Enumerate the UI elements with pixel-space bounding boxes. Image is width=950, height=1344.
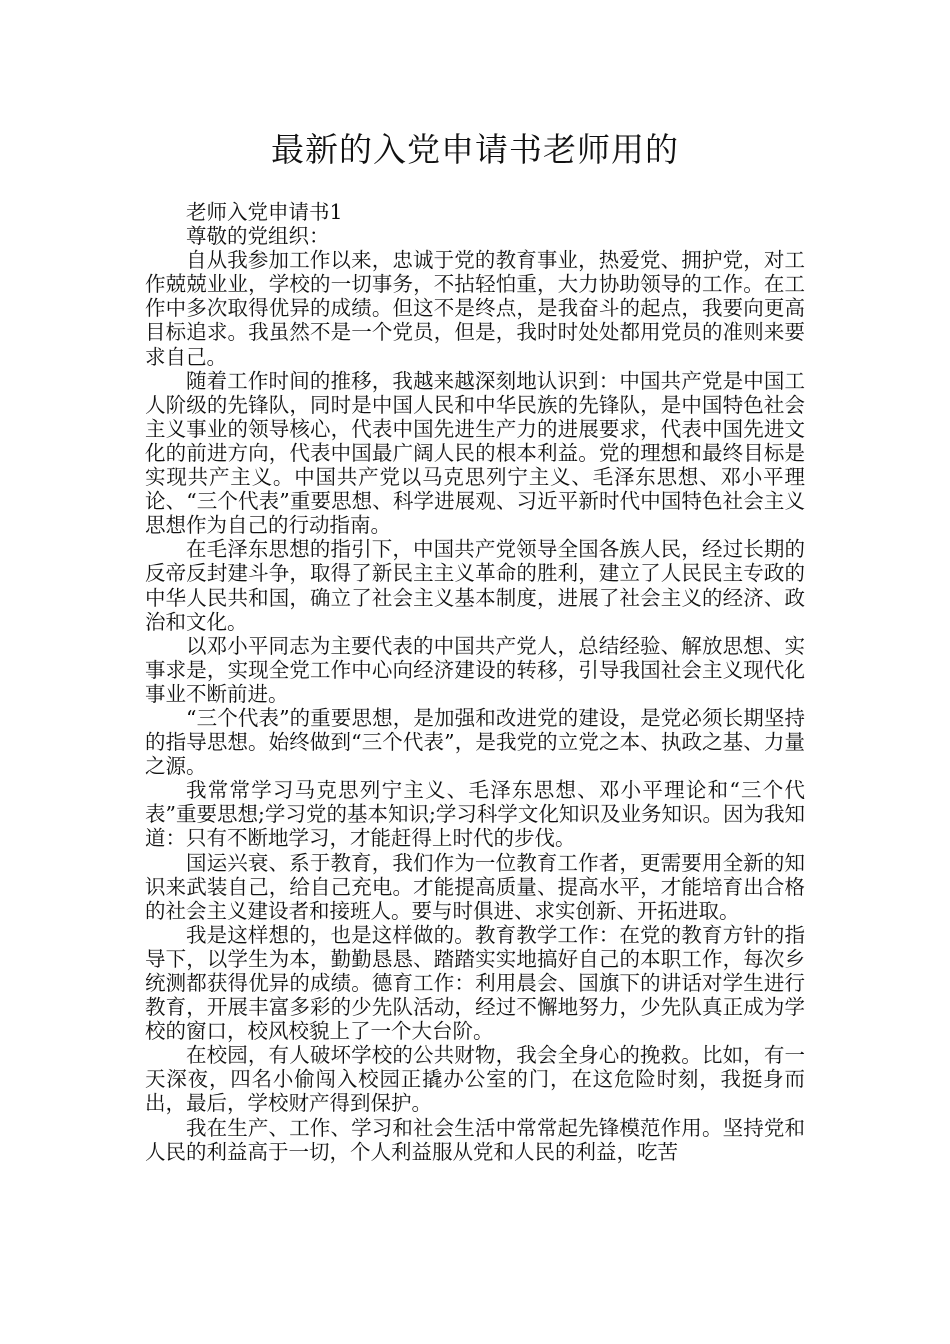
paragraph: 随着工作时间的推移，我越来越深刻地认识到：中国共产党是中国工人阶级的先锋队，同时是中国人民和中华民族的先锋队，是中国特色社会主义事业的领导核心，代表中国先进生产力的进展要求，代表中国先进文化的前进方向，代表中国最广阔人民的根本利益。党的理想和最终目标是实现共产主义。中国共产党以马克思列宁主义、毛泽东思想、邓小平理论、“三个代表”重要思想、科学进展观、习近平新时代中国特色社会主义思想作为自己的行动指南。: [145, 368, 805, 538]
paragraph: 国运兴衰、系于教育，我们作为一位教育工作者，更需要用全新的知识来武装自己，给自己充电。才能提高质量、提高水平，才能培育出合格的社会主义建设者和接班人。要与时俱进、求实创新、开拓进取。: [145, 850, 805, 923]
paragraph: 我在生产、工作、学习和社会生活中常常起先锋模范作用。坚持党和人民的利益高于一切，个人利益服从党和人民的利益，吃苦: [145, 1115, 805, 1164]
paragraph: “三个代表”的重要思想，是加强和改进党的建设，是党必须长期坚持的指导思想。始终做到“三个代表”，是我党的立党之本、执政之基、力量之源。: [145, 705, 805, 779]
paragraph: 我常常学习马克思列宁主义、毛泽东思想、邓小平理论和“三个代表”重要思想;学习党的基本知识;学习科学文化知识及业务知识。因为我知道：只有不断地学习，才能赶得上时代的步伐。: [145, 778, 805, 851]
paragraph: 在毛泽东思想的指引下，中国共产党领导全国各族人民，经过长期的反帝反封建斗争，取得了新民主主义革命的胜利，建立了人民民主专政的中华人民共和国，确立了社会主义基本制度，进展了社会主义的经济、政治和文化。: [145, 537, 805, 634]
paragraph: 在校园，有人破坏学校的公共财物，我会全身心的挽救。比如，有一天深夜，四名小偷闯入校园正撬办公室的门，在这危险时刻，我挺身而出，最后，学校财产得到保护。: [145, 1043, 805, 1116]
document-body: [145, 200, 805, 1164]
letter-salutation: 尊敬的党组织：: [186, 224, 330, 249]
letter-heading: 老师入党申请书1: [186, 200, 343, 224]
paragraph: 自从我参加工作以来，忠诚于党的教育事业，热爱党、拥护党，对工作兢兢业业，学校的一切事务，不拈轻怕重，大力协助领导的工作。在工作中多次取得优异的成绩。但这不是终点，是我奋斗的起点，我要向更高目标追求。我虽然不是一个党员，但是，我时时处处都用党员的准则来要求自己。: [145, 248, 805, 369]
document-title: 最新的入党申请书老师用的: [271, 130, 679, 169]
paragraph: 以邓小平同志为主要代表的中国共产党人，总结经验、解放思想、实事求是，实现全党工作中心向经济建设的转移，引导我国社会主义现代化事业不断前进。: [145, 633, 805, 706]
paragraph: 我是这样想的，也是这样做的。教育教学工作：在党的教育方针的指导下，以学生为本，勤勤恳恳、踏踏实实地搞好自己的本职工作，每次乡统测都获得优异的成绩。德育工作：利用晨会、国旗下的讲话对学生进行教育，开展丰富多彩的少先队活动，经过不懈地努力，少先队真正成为学校的窗口，校风校貌上了一个大台阶。: [145, 922, 805, 1044]
